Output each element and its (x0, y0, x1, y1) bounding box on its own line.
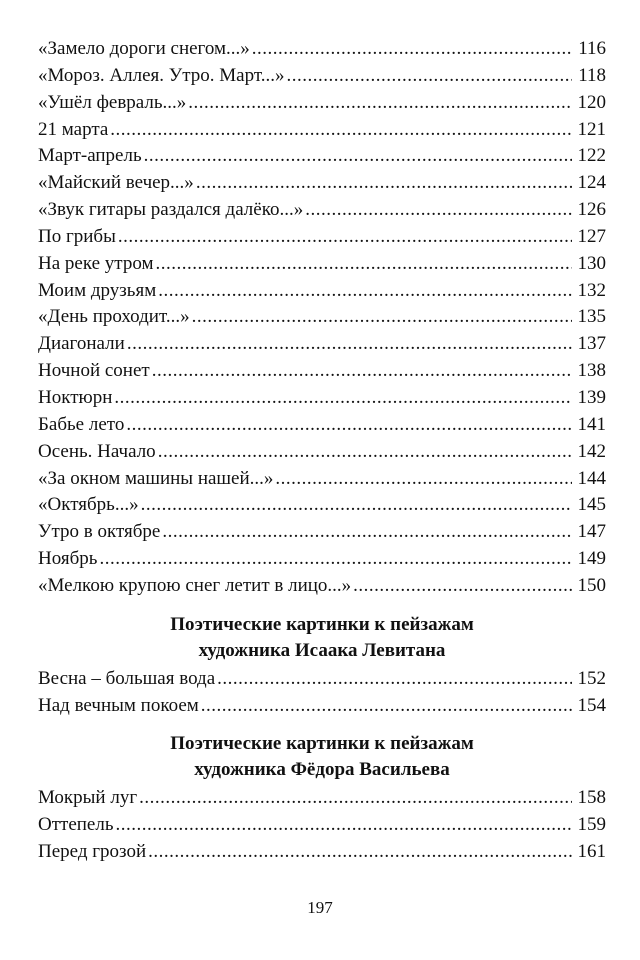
section-heading-line: художника Фёдора Васильева (194, 759, 450, 781)
toc-entry (38, 90, 606, 117)
toc-section (38, 731, 606, 866)
toc-entry-title: «Мелкою крупою снег летит в лицо...» (38, 574, 352, 596)
dot-leader (114, 385, 572, 412)
toc-main-list (38, 36, 606, 600)
dot-leader (99, 546, 572, 573)
toc-entry-title: Моим друзьям (38, 279, 157, 301)
dot-leader (155, 251, 572, 278)
toc-entry (38, 466, 606, 493)
dot-leader (201, 693, 572, 720)
toc-entry-title: 21 марта (38, 118, 109, 140)
dot-leader (192, 304, 572, 331)
toc-entry-title: «Замело дороги снегом...» (38, 38, 250, 59)
toc-entry-page: 124 (577, 172, 606, 194)
dot-leader (188, 90, 572, 117)
dot-leader (110, 117, 572, 144)
toc-entry (38, 36, 606, 63)
toc-entry-title: «День проходит...» (38, 306, 190, 328)
toc-entry-page: 116 (578, 38, 606, 59)
toc-entry-page: 161 (577, 841, 606, 863)
toc-entry-page: 121 (577, 118, 606, 140)
toc-entry-page: 118 (578, 64, 606, 86)
toc-entry (38, 63, 606, 90)
toc-entry (38, 546, 606, 573)
toc-entry-page: 132 (577, 279, 606, 301)
toc-entry-title: Оттепель (38, 814, 114, 836)
toc-entry (38, 385, 606, 412)
toc-entry-page: 158 (577, 787, 606, 809)
toc-entry (38, 170, 606, 197)
toc-entry-page: 139 (577, 386, 606, 408)
toc-entry (38, 143, 606, 170)
dot-leader (139, 785, 572, 812)
toc-entry (38, 693, 606, 720)
dot-leader (118, 224, 572, 251)
toc-entry (38, 666, 606, 693)
toc-entry-title: Мокрый луг (38, 787, 138, 809)
toc-entry (38, 278, 606, 305)
toc-entry-title: Ночной сонет (38, 360, 150, 382)
table-of-contents (38, 36, 606, 866)
toc-entry-title: Диагонали (38, 333, 125, 355)
dot-leader (353, 573, 572, 600)
toc-entry-title: На реке утром (38, 252, 154, 274)
dot-leader (158, 278, 572, 305)
dot-leader (116, 812, 572, 839)
dot-leader (162, 519, 572, 546)
section-heading (38, 731, 606, 783)
toc-entry-title: «Ушёл февраль...» (38, 91, 187, 113)
toc-entry-page: 149 (577, 548, 606, 570)
toc-entry (38, 117, 606, 144)
toc-entry-title: Над вечным покоем (38, 694, 199, 716)
dot-leader (127, 331, 572, 358)
toc-entry-page: 144 (577, 467, 606, 489)
toc-entry-title: Ноябрь (38, 548, 98, 570)
dot-leader (126, 412, 572, 439)
toc-entry-title: Ноктюрн (38, 386, 113, 408)
toc-section (38, 612, 606, 720)
toc-entry (38, 573, 606, 600)
toc-entry-title: «Майский вечер...» (38, 172, 194, 194)
toc-entry-title: Осень. Начало (38, 440, 156, 462)
toc-entry-page: 135 (577, 306, 606, 328)
dot-leader (148, 839, 572, 866)
toc-entry-page: 130 (577, 252, 606, 274)
toc-entry-page: 138 (577, 360, 606, 382)
dot-leader (286, 63, 572, 90)
toc-entry (38, 785, 606, 812)
toc-entry-page: 122 (577, 145, 606, 167)
dot-leader (305, 197, 572, 224)
dot-leader (217, 666, 572, 693)
toc-entry (38, 439, 606, 466)
toc-entry (38, 492, 606, 519)
toc-entry-page: 159 (577, 814, 606, 836)
dot-leader (275, 466, 572, 493)
toc-entry-page: 141 (577, 413, 606, 435)
toc-entry (38, 197, 606, 224)
toc-entry-title: «Звук гитары раздался далёко...» (38, 199, 304, 221)
toc-entry-title: «За окном машины нашей...» (38, 467, 274, 489)
section-heading-line: Поэтические картинки к пейзажам (170, 733, 474, 755)
toc-entry (38, 519, 606, 546)
dot-leader (252, 36, 572, 63)
toc-entry-title: По грибы (38, 225, 116, 247)
toc-entry (38, 304, 606, 331)
toc-entry-page: 152 (577, 667, 606, 689)
toc-entry (38, 839, 606, 866)
toc-entry (38, 812, 606, 839)
dot-leader (158, 439, 572, 466)
toc-entry (38, 412, 606, 439)
toc-entry-page: 150 (577, 574, 606, 596)
toc-entry-page: 142 (577, 440, 606, 462)
toc-entry-title: Перед грозой (38, 841, 147, 863)
toc-entry-title: «Октябрь...» (38, 494, 139, 516)
page-number: 197 (307, 898, 333, 917)
section-heading-line: Поэтические картинки к пейзажам (170, 613, 474, 635)
toc-entry (38, 331, 606, 358)
toc-entry-title: Март-апрель (38, 145, 142, 167)
toc-entry-title: Бабье лето (38, 413, 125, 435)
toc-entry-title: Утро в октябре (38, 521, 161, 543)
toc-entry-page: 126 (577, 199, 606, 221)
toc-entry-page: 145 (577, 494, 606, 516)
toc-entry (38, 358, 606, 385)
toc-entry-page: 127 (577, 225, 606, 247)
dot-leader (144, 143, 572, 170)
dot-leader (141, 492, 572, 519)
section-heading-line: художника Исаака Левитана (198, 639, 446, 661)
toc-entry-title: «Мороз. Аллея. Утро. Март...» (38, 64, 285, 86)
toc-entry (38, 224, 606, 251)
dot-leader (152, 358, 572, 385)
toc-entry-page: 120 (577, 91, 606, 113)
toc-sections (38, 612, 606, 866)
toc-entry-title: Весна – большая вода (38, 667, 216, 689)
toc-entry-page: 154 (577, 694, 606, 716)
toc-entry (38, 251, 606, 278)
toc-entry-page: 137 (577, 333, 606, 355)
dot-leader (196, 170, 572, 197)
toc-entry-page: 147 (577, 521, 606, 543)
section-heading (38, 612, 606, 664)
